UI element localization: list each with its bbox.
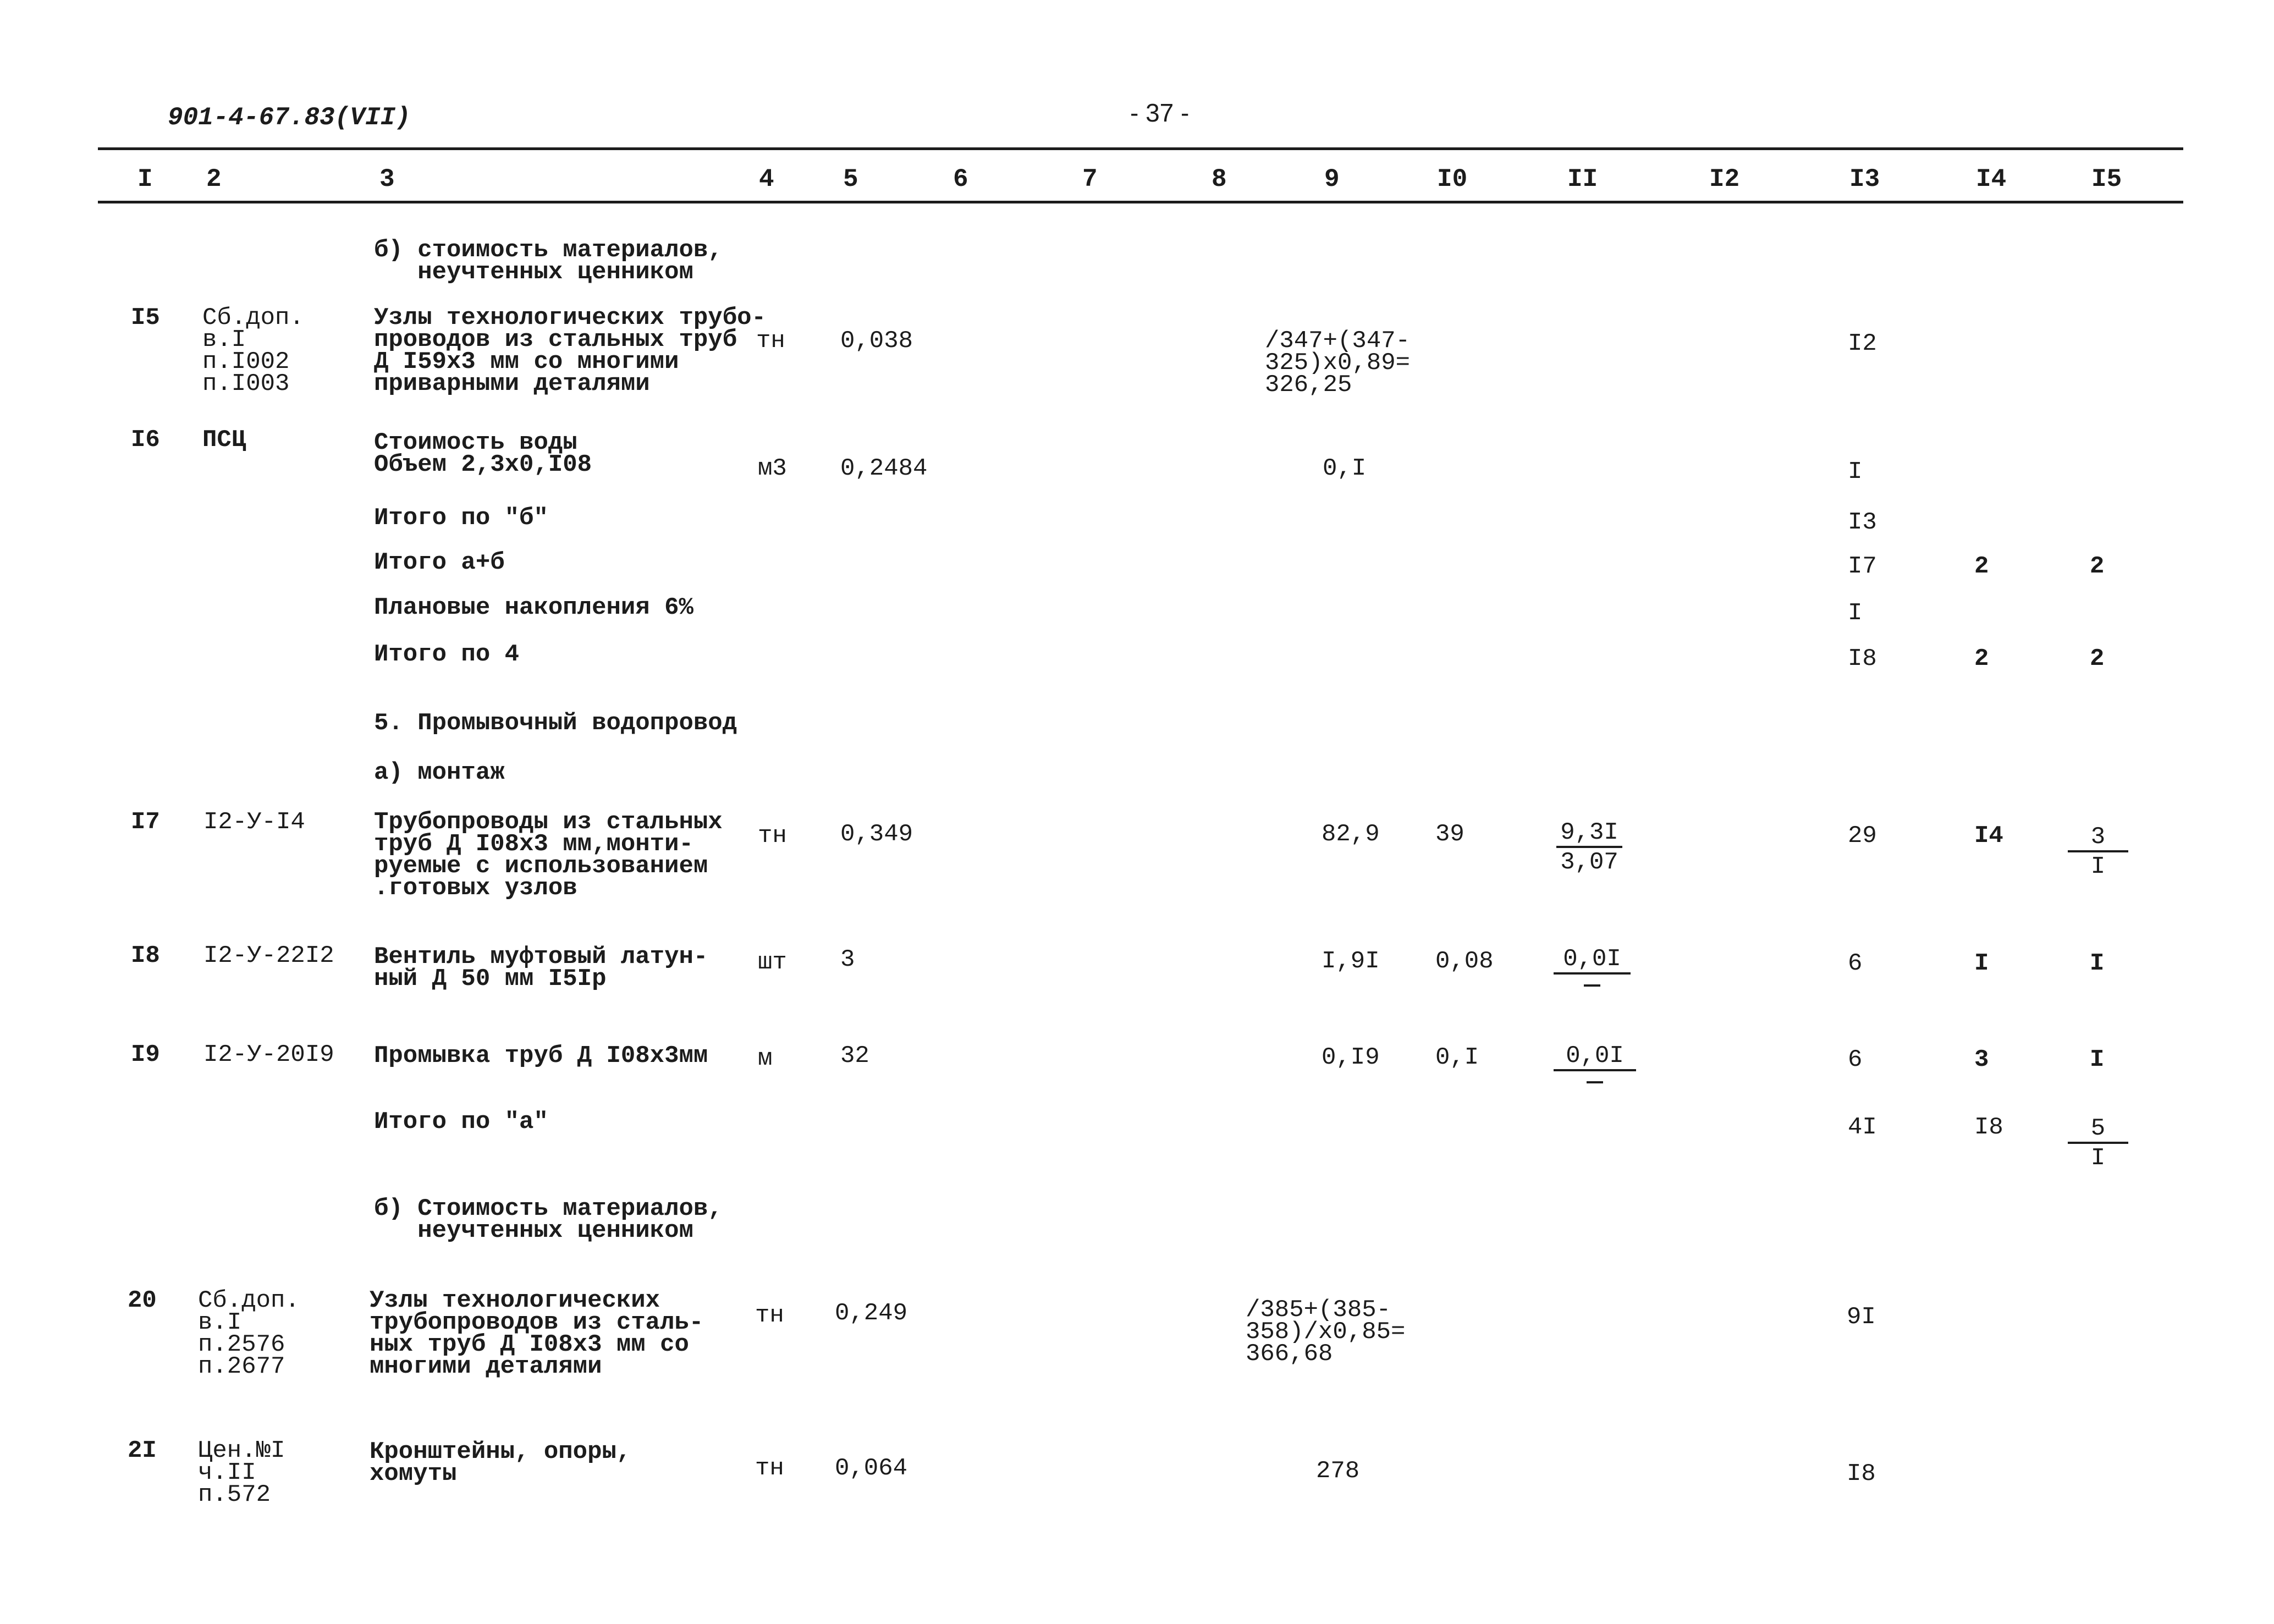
row-quantity: 0,249 <box>835 1300 908 1327</box>
row-unit: тн <box>755 1302 784 1329</box>
column-header-row <box>0 165 2274 198</box>
column-number: 2 <box>206 165 222 194</box>
total-ab-col13: I7 <box>1848 553 1877 580</box>
row-col14: I4 <box>1974 822 2003 850</box>
fraction-denominator: I <box>2090 853 2106 880</box>
total-4-col13: I8 <box>1848 645 1877 673</box>
row-unit: шт <box>758 949 787 976</box>
total-ab-col15: 2 <box>2090 553 2105 580</box>
row-code: Цен.№I ч.II п.572 <box>198 1437 285 1509</box>
header-top-rule <box>98 147 2183 150</box>
row-col9: 0,I9 <box>1322 1044 1380 1071</box>
dash-mark <box>1587 1081 1603 1083</box>
row-description: Промывка труб Д I08x3мм <box>374 1042 708 1070</box>
row-number: I9 <box>131 1041 160 1069</box>
column-number: 5 <box>843 165 858 194</box>
column-number: I5 <box>2091 165 2122 194</box>
row-col13: 29 <box>1848 822 1877 850</box>
row-description: Стоимость воды Объем 2,3x0,I08 <box>374 429 592 478</box>
total-a-col13: 4I <box>1848 1114 1877 1141</box>
row-col13: 9I <box>1847 1303 1876 1331</box>
row-price: 278 <box>1316 1457 1360 1485</box>
row-quantity: 0,349 <box>840 821 913 848</box>
total-b-label: Итого по "б" <box>374 504 548 532</box>
column-number: 9 <box>1324 165 1340 194</box>
row-price: /347+(347- 325)x0,89= 326,25 <box>1265 327 1411 399</box>
dash-mark <box>1584 984 1600 987</box>
row-col11-fraction <box>1556 821 1622 874</box>
row-code: I2-У-I4 <box>203 808 305 836</box>
column-number: II <box>1567 165 1598 194</box>
row-col10: 0,08 <box>1435 948 1494 975</box>
underlined-value: 0,0I <box>1554 947 1631 975</box>
row-quantity: 0,064 <box>835 1455 908 1482</box>
column-number: I <box>137 165 153 194</box>
column-number: I2 <box>1709 165 1740 194</box>
row-unit: тн <box>756 327 785 355</box>
row-code: I2-У-20I9 <box>203 1041 334 1069</box>
total-4-col15: 2 <box>2090 645 2105 673</box>
total-4-label: Итого по 4 <box>374 641 520 668</box>
fraction-numerator: 5 <box>2068 1116 2128 1144</box>
row-code: Сб.доп. в.I п.I002 п.I003 <box>202 304 304 398</box>
row-col10: 39 <box>1435 821 1464 848</box>
row-col15-fraction <box>2068 825 2128 879</box>
row-unit: тн <box>755 1455 784 1482</box>
row-col13: 6 <box>1848 1046 1863 1074</box>
row-quantity: 0,038 <box>840 327 913 355</box>
row-code: ПСЦ <box>202 426 246 454</box>
row-price: 0,I <box>1323 455 1367 482</box>
row-unit: м <box>758 1045 773 1072</box>
row-col10: 0,I <box>1435 1044 1479 1071</box>
row-col13: I8 <box>1847 1460 1876 1488</box>
row-code: Сб.доп. в.I п.2576 п.2677 <box>198 1287 300 1380</box>
row-col14: I <box>1974 950 1989 977</box>
row-description: Вентиль муфтовый латун- ный Д 50 мм I5Iр <box>374 943 708 993</box>
row-unit: м3 <box>758 455 787 482</box>
row-description: Трубопроводы из стальных труб Д I08x3 мм,монти- руемые с использованием .готовых узлов <box>374 808 723 902</box>
row-col13: 6 <box>1848 950 1863 977</box>
total-4-col14: 2 <box>1974 645 1989 673</box>
column-number: 6 <box>953 165 968 194</box>
fraction-numerator: 3 <box>2068 825 2128 852</box>
row-quantity: 32 <box>840 1042 869 1070</box>
total-a-col15-fraction <box>2068 1116 2128 1170</box>
row-quantity: 0,2484 <box>840 455 928 482</box>
row-col9: I,9I <box>1322 948 1380 975</box>
row-col11-value <box>1554 947 1631 987</box>
total-ab-col14: 2 <box>1974 553 1989 580</box>
section-heading: а) монтаж <box>374 759 505 786</box>
row-col9: 82,9 <box>1322 821 1380 848</box>
row-description: Кронштейны, опоры, хомуты <box>370 1438 631 1488</box>
header-bottom-rule <box>98 201 2183 203</box>
row-description: Узлы технологических трубопроводов из сталь- ных труб Д I08x3 мм со многими деталями <box>370 1287 704 1380</box>
fraction-denominator: 3,07 <box>1560 849 1618 876</box>
row-unit: тн <box>758 822 787 850</box>
row-number: I5 <box>131 304 160 332</box>
row-number: I8 <box>131 942 160 970</box>
row-price: /385+(385- 358)/x0,85= 366,68 <box>1246 1296 1406 1368</box>
total-a-label: Итого по "а" <box>374 1108 548 1136</box>
row-number: I7 <box>131 808 160 836</box>
row-description: Узлы технологических трубо- проводов из стальных труб Д I59x3 мм со многими приварными деталями <box>374 304 766 398</box>
total-b-col13: I3 <box>1848 509 1877 536</box>
row-col15: I <box>2090 950 2105 977</box>
row-code: I2-У-22I2 <box>203 942 334 970</box>
section-heading: б) стоимость материалов, неучтенных ценником <box>374 236 723 286</box>
section-heading: 5. Промывочный водопровод <box>374 709 737 737</box>
row-quantity: 3 <box>840 946 855 973</box>
row-col11-value <box>1554 1044 1636 1083</box>
row-number: 2I <box>128 1437 157 1465</box>
row-col14: 3 <box>1974 1046 1989 1074</box>
fraction-numerator: 9,3I <box>1556 821 1622 848</box>
underlined-value: 0,0I <box>1554 1044 1636 1071</box>
total-ab-label: Итого а+б <box>374 549 505 576</box>
row-col13: I <box>1848 458 1863 486</box>
column-number: I4 <box>1976 165 2007 194</box>
column-number: 3 <box>379 165 395 194</box>
column-number: I0 <box>1437 165 1468 194</box>
row-col15: I <box>2090 1046 2105 1074</box>
column-number: 8 <box>1212 165 1227 194</box>
column-number: 4 <box>759 165 774 194</box>
planned-savings-label: Плановые накопления 6% <box>374 594 693 621</box>
row-number: 20 <box>128 1287 157 1314</box>
section-heading: б) Стоимость материалов, неучтенных ценником <box>374 1195 723 1245</box>
fraction-denominator: I <box>2090 1144 2106 1172</box>
planned-savings-col13: I <box>1848 599 1863 627</box>
row-number: I6 <box>131 426 160 454</box>
page-number: - 37 - <box>1130 98 1190 127</box>
total-a-col14: I8 <box>1974 1114 2003 1141</box>
column-number: 7 <box>1082 165 1098 194</box>
document-code: 901-4-67.83(VII) <box>168 103 411 132</box>
row-col13: I2 <box>1848 330 1877 357</box>
column-number: I3 <box>1849 165 1880 194</box>
